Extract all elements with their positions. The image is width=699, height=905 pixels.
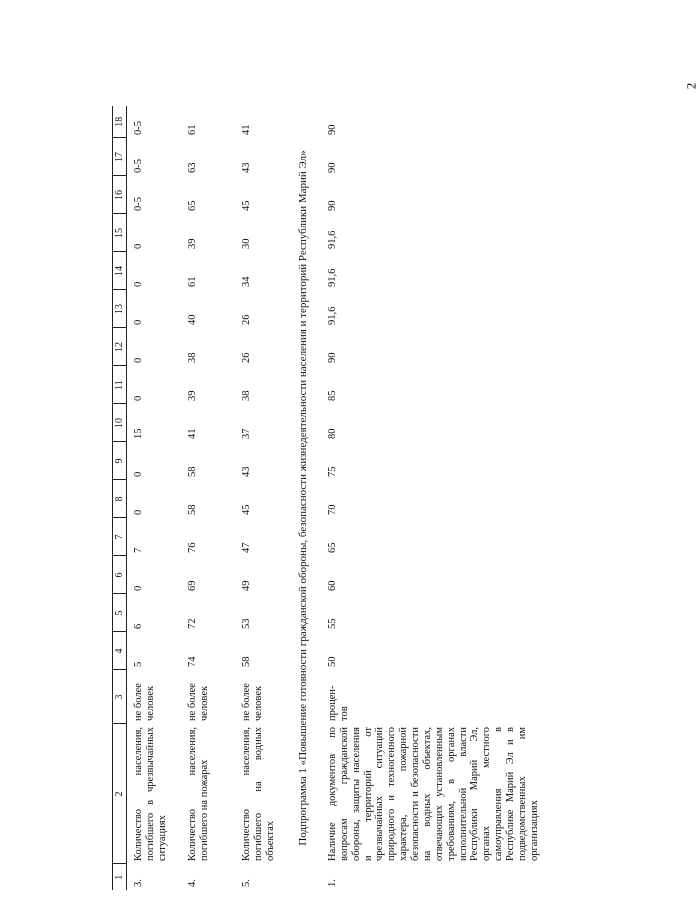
header-cell: 9 bbox=[113, 442, 127, 480]
unit: не более человек bbox=[187, 683, 211, 721]
value-cell: 70 bbox=[327, 504, 339, 515]
subprogram-header-row bbox=[287, 106, 319, 890]
value-cell: 61 bbox=[187, 124, 199, 135]
unit: не более человек bbox=[241, 683, 265, 721]
value-cell: 39 bbox=[187, 390, 199, 401]
row-number: 1. bbox=[327, 879, 339, 887]
value-cell: 53 bbox=[241, 618, 253, 629]
indicators-table bbox=[112, 106, 543, 890]
header-cell: 15 bbox=[113, 214, 127, 252]
value-cell: 6 bbox=[133, 623, 145, 629]
value-cell: 43 bbox=[241, 162, 253, 173]
value-cell: 5 bbox=[133, 661, 145, 667]
value-cell: 76 bbox=[187, 542, 199, 553]
value-cell: 72 bbox=[187, 618, 199, 629]
value-cell: 0 bbox=[133, 281, 145, 287]
value-cell: 91,6 bbox=[327, 230, 339, 249]
header-cell: 13 bbox=[113, 290, 127, 328]
header-cell: 1 bbox=[113, 864, 127, 890]
subprogram-title: Подпрограмма 1 «Повышение готовности гражданской обороны, безопасности жизнедеятельности населения и территорий Республики Марий Эл» bbox=[297, 150, 310, 846]
value-cell: 26 bbox=[241, 314, 253, 325]
value-cell: 0-5 bbox=[133, 159, 145, 173]
value-cell: 61 bbox=[187, 276, 199, 287]
value-cell: 39 bbox=[187, 238, 199, 249]
header-cell: 18 bbox=[113, 106, 127, 138]
indicator-name: Количество населения, погибшего на пожарах bbox=[187, 727, 211, 861]
row-number: 4. bbox=[187, 879, 199, 887]
value-cell: 0 bbox=[133, 357, 145, 363]
value-cell: 0 bbox=[133, 395, 145, 401]
header-cell: 11 bbox=[113, 366, 127, 404]
unit: не более человек bbox=[133, 683, 157, 721]
value-cell: 55 bbox=[327, 618, 339, 629]
value-cell: 45 bbox=[241, 504, 253, 515]
value-cell: 0 bbox=[133, 509, 145, 515]
header-cell: 4 bbox=[113, 632, 127, 670]
header-cell: 14 bbox=[113, 252, 127, 290]
value-cell: 85 bbox=[327, 390, 339, 401]
value-cell: 58 bbox=[187, 504, 199, 515]
header-cell: 7 bbox=[113, 518, 127, 556]
value-cell: 58 bbox=[187, 466, 199, 477]
page-number: 2 bbox=[683, 82, 699, 90]
header-cell: 2 bbox=[113, 724, 127, 864]
table-row bbox=[179, 106, 233, 890]
header-cell: 8 bbox=[113, 480, 127, 518]
table-row bbox=[319, 106, 542, 890]
value-cell: 91,6 bbox=[327, 306, 339, 325]
indicator-name: Наличие документов по вопросам гражданской обороны, защиты населения и территорий от чрезвычайных ситуаций природного и техногенного характера, пожарной безопасности и безопасности на водных объектах, отвечающих установленным требованиям, в органах исполнительной власти Республики Марий Эл, органах местного самоуправления в Республике Марий Эл и в подведомственных им организациях bbox=[327, 727, 540, 861]
header-cell: 6 bbox=[113, 556, 127, 594]
value-cell: 41 bbox=[187, 428, 199, 439]
value-cell: 30 bbox=[241, 238, 253, 249]
value-cell: 74 bbox=[187, 656, 199, 667]
value-cell: 0 bbox=[133, 585, 145, 591]
value-cell: 47 bbox=[241, 542, 253, 553]
value-cell: 37 bbox=[241, 428, 253, 439]
value-cell: 0-5 bbox=[133, 121, 145, 135]
value-cell: 15 bbox=[133, 428, 145, 439]
indicator-name: Количество населения, погибшего на водных объектах bbox=[241, 727, 277, 861]
header-cell: 3 bbox=[113, 670, 127, 724]
header-cell: 17 bbox=[113, 138, 127, 176]
header-cell: 12 bbox=[113, 328, 127, 366]
value-cell: 34 bbox=[241, 276, 253, 287]
value-cell: 40 bbox=[187, 314, 199, 325]
value-cell: 65 bbox=[327, 542, 339, 553]
value-cell: 49 bbox=[241, 580, 253, 591]
header-cell: 5 bbox=[113, 594, 127, 632]
value-cell: 7 bbox=[133, 547, 145, 553]
value-cell: 90 bbox=[327, 352, 339, 363]
table-row bbox=[233, 106, 287, 890]
value-cell: 91,6 bbox=[327, 268, 339, 287]
value-cell: 90 bbox=[327, 200, 339, 211]
row-number: 5. bbox=[241, 879, 253, 887]
value-cell: 45 bbox=[241, 200, 253, 211]
value-cell: 80 bbox=[327, 428, 339, 439]
value-cell: 90 bbox=[327, 162, 339, 173]
value-cell: 38 bbox=[187, 352, 199, 363]
row-number: 3. bbox=[133, 879, 145, 887]
value-cell: 90 bbox=[327, 124, 339, 135]
header-cell: 16 bbox=[113, 176, 127, 214]
value-cell: 26 bbox=[241, 352, 253, 363]
table-row bbox=[127, 106, 180, 890]
value-cell: 0-5 bbox=[133, 197, 145, 211]
value-cell: 69 bbox=[187, 580, 199, 591]
value-cell: 63 bbox=[187, 162, 199, 173]
value-cell: 41 bbox=[241, 124, 253, 135]
value-cell: 0 bbox=[133, 471, 145, 477]
value-cell: 60 bbox=[327, 580, 339, 591]
unit: процен-тов bbox=[327, 685, 350, 721]
value-cell: 75 bbox=[327, 466, 339, 477]
value-cell: 58 bbox=[241, 656, 253, 667]
value-cell: 65 bbox=[187, 200, 199, 211]
value-cell: 38 bbox=[241, 390, 253, 401]
indicator-name: Количество населения, погибшего в чрезвычайных ситуациях bbox=[133, 727, 169, 861]
header-cell: 10 bbox=[113, 404, 127, 442]
value-cell: 50 bbox=[327, 656, 339, 667]
value-cell: 0 bbox=[133, 243, 145, 249]
value-cell: 0 bbox=[133, 319, 145, 325]
column-number-header bbox=[113, 106, 127, 890]
value-cell: 43 bbox=[241, 466, 253, 477]
